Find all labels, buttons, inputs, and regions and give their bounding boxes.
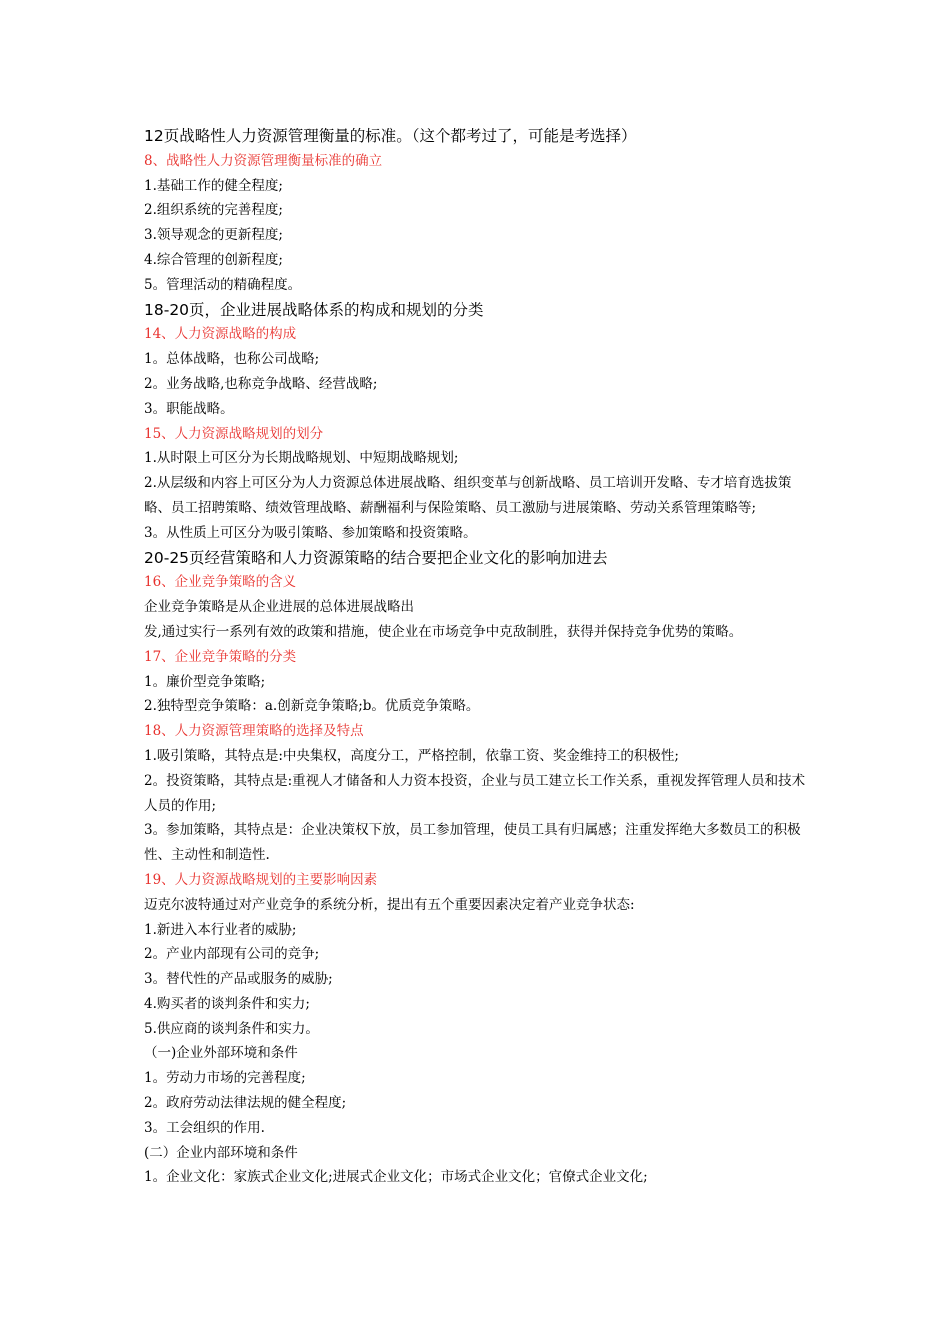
- body-text-line: 迈克尔波特通过对产业竞争的系统分析，提出有五个重要因素决定着产业竞争状态:: [144, 896, 635, 913]
- body-text-line: 5。管理活动的精确程度。: [144, 276, 302, 293]
- body-text-line: 2。政府劳动法律法规的健全程度;: [144, 1095, 347, 1112]
- page-reference-heading: 20-25页经营策略和人力资源策略的结合要把企业文化的影响加进去: [144, 548, 608, 567]
- section-title: 15、人力资源战略规划的划分: [144, 425, 324, 442]
- body-paragraph: 3。参加策略，其特点是：企业决策权下放，员工参加管理，使员工具有归属感；注重发挥绝大多数员工的积极性、主动性和制造性.: [144, 822, 801, 864]
- section-title: 8、战略性人力资源管理衡量标准的确立: [144, 152, 383, 169]
- body-text-line: 1。总体战略，也称公司战略;: [144, 351, 320, 368]
- body-text-line: 企业竞争策略是从企业进展的总体进展战略出: [144, 599, 414, 616]
- body-text-line: (二）企业内部环境和条件: [144, 1144, 298, 1161]
- body-text-line: 2.独特型竞争策略：a.创新竞争策略;b。优质竞争策略。: [144, 698, 480, 715]
- page-reference-heading: 18-20页，企业进展战略体系的构成和规划的分类: [144, 300, 484, 319]
- body-text-line: 发,通过实行一系列有效的政策和措施，使企业在市场竞争中克敌制胜，获得并保持竞争优势的策略。: [144, 623, 743, 640]
- body-text-line: 2。业务战略,也称竞争战略、经营战略;: [144, 375, 378, 392]
- section-title: 18、人力资源管理策略的选择及特点: [144, 723, 364, 740]
- body-text-line: 1。企业文化：家族式企业文化;进展式企业文化；市场式企业文化；官僚式企业文化;: [144, 1169, 648, 1186]
- body-text-line: 1.新进入本行业者的威胁;: [144, 921, 297, 938]
- document-body: [144, 124, 810, 1190]
- page-reference-heading: 12页战略性人力资源管理衡量的标准。（这个都考过了，可能是考选择）: [144, 127, 637, 145]
- body-text-line: 3。从性质上可区分为吸引策略、参加策略和投资策略。: [144, 524, 477, 541]
- body-text-line: 3.领导观念的更新程度;: [144, 227, 283, 244]
- body-text-line: 5.供应商的谈判条件和实力。: [144, 1020, 319, 1037]
- section-title: 14、人力资源战略的构成: [144, 326, 297, 343]
- body-text-line: 1。廉价型竞争策略;: [144, 673, 266, 690]
- body-text-line: 3。职能战略。: [144, 400, 234, 417]
- body-paragraph: 2.从层级和内容上可区分为人力资源总体进展战略、组织变革与创新战略、员工培训开发略、专才培育选拔策略、员工招聘策略、绩效管理战略、薪酬福利与保险策略、员工激励与进展策略、劳动关系管理策略等;: [144, 475, 792, 516]
- body-text-line: （一)企业外部环境和条件: [144, 1045, 298, 1062]
- section-title: 17、企业竞争策略的分类: [144, 648, 297, 665]
- body-text-line: 3。工会组织的作用.: [144, 1119, 265, 1136]
- body-text-line: 1.从时限上可区分为长期战略规划、中短期战略规划;: [144, 450, 459, 467]
- body-text-line: 2。产业内部现有公司的竞争;: [144, 946, 320, 963]
- section-title: 16、企业竞争策略的含义: [144, 574, 297, 591]
- body-paragraph: 2。投资策略，其特点是:重视人才储备和人力资本投资，企业与员工建立长工作关系，重视发挥管理人员和技术人员的作用;: [144, 772, 806, 814]
- body-text-line: 3。替代性的产品或服务的威胁;: [144, 971, 333, 988]
- body-text-line: 4.购买者的谈判条件和实力;: [144, 995, 310, 1012]
- body-text-line: 1.吸引策略，其特点是:中央集权，高度分工，严格控制，依靠工资、奖金维持工的积极性;: [144, 747, 679, 764]
- section-title: 19、人力资源战略规划的主要影响因素: [144, 871, 378, 888]
- body-text-line: 2.组织系统的完善程度;: [144, 202, 283, 219]
- body-text-line: 1。劳动力市场的完善程度;: [144, 1070, 306, 1087]
- body-text-line: 4.综合管理的创新程度;: [144, 251, 283, 268]
- body-text-line: 1.基础工作的健全程度;: [144, 177, 283, 194]
